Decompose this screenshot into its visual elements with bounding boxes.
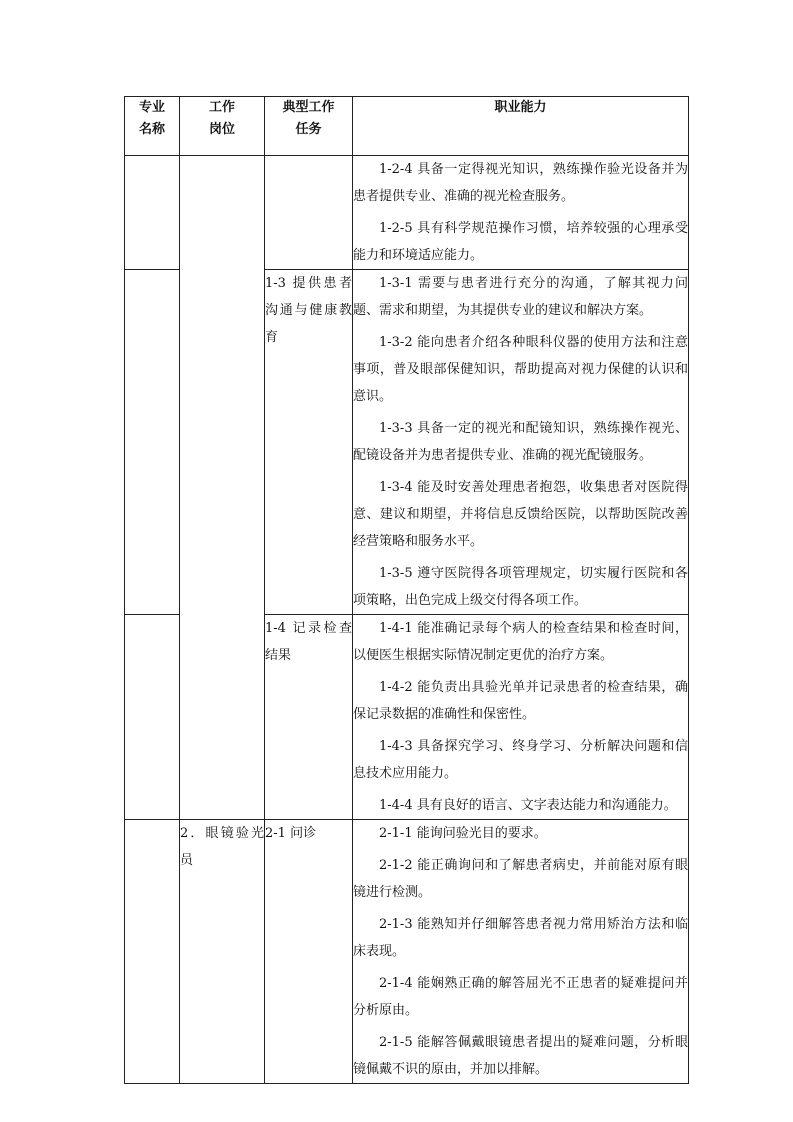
header-task — [265, 97, 353, 156]
ability-item: 1-3-4 能及时安善处理患者抱怨，收集患者对医院得意、建议和期望，并将信息反馈给医院，以帮助医院改善经营策略和服务水平。 — [353, 480, 688, 549]
table-header-row — [125, 97, 689, 156]
header-ability-label: 职业能力 — [494, 100, 547, 115]
header-ability — [353, 97, 689, 156]
table-row — [125, 820, 689, 1084]
ability-item: 1-3-2 能向患者介绍各种眼科仪器的使用方法和注意事项，普及眼部保健知识，帮助提高对视力保健的认识和意识。 — [353, 335, 688, 404]
major-cell — [125, 615, 180, 820]
ability-item: 1-4-4 具有良好的语言、文字表达能力和沟通能力。 — [379, 798, 677, 813]
ability-item: 1-4-3 具备探究学习、终身学习、分析解决问题和信息技术应用能力。 — [353, 739, 688, 781]
header-task-label: 典型工作 任务 — [282, 100, 335, 137]
ability-item: 2-1-4 能娴熟正确的解答屈光不正患者的疑难提问并分析原由。 — [353, 976, 688, 1018]
task-label: 1-4 记录检查结果 — [265, 621, 352, 663]
major-cell — [125, 270, 180, 615]
ability-item: 1-2-5 具有科学规范操作习惯，培养较强的心理承受能力和环境适应能力。 — [353, 221, 688, 263]
major-cell — [125, 820, 180, 1084]
task-label: 1-3 提供患者沟通与健康教育 — [265, 276, 352, 345]
major-cell — [125, 156, 180, 270]
table-row — [125, 156, 689, 270]
task-label: 2-1 问诊 — [265, 826, 317, 841]
job-ability-table — [124, 96, 689, 1084]
ability-cell — [353, 615, 689, 820]
task-cell — [265, 615, 353, 820]
ability-cell — [353, 156, 689, 270]
header-major-label: 专业 名称 — [138, 100, 165, 137]
ability-item: 2-1-5 能解答佩戴眼镜患者提出的疑难问题，分析眼镜佩戴不识的原由，并加以排解。 — [353, 1035, 688, 1077]
task-cell — [265, 820, 353, 1084]
post-cell — [180, 820, 265, 1084]
ability-item: 1-4-2 能负责出具验光单并记录患者的检查结果，确保记录数据的准确性和保密性。 — [353, 680, 688, 722]
task-cell — [265, 270, 353, 615]
ability-item: 1-3-3 具备一定的视光和配镜知识，熟练操作视光、配镜设备并为患者提供专业、准确的视光配镜服务。 — [353, 421, 688, 463]
ability-item: 2-1-2 能正确询问和了解患者病史，并前能对原有眼镜进行检测。 — [353, 858, 688, 900]
ability-cell — [353, 820, 689, 1084]
task-cell — [265, 156, 353, 270]
ability-item: 2-1-3 能熟知并仔细解答患者视力常用矫治方法和临床表现。 — [353, 917, 688, 959]
header-post-label: 工作 岗位 — [208, 100, 235, 137]
post-cell — [180, 156, 265, 820]
ability-cell — [353, 270, 689, 615]
ability-item: 1-3-1 需要与患者进行充分的沟通，了解其视力问题、需求和期望，为其提供专业的建议和解决方案。 — [353, 276, 688, 318]
ability-item: 1-2-4 具备一定得视光知识，熟练操作验光设备并为患者提供专业、准确的视光检查服务。 — [353, 162, 688, 204]
header-post — [180, 97, 265, 156]
post-label: 2．眼镜验光员 — [180, 826, 264, 868]
ability-item: 1-3-5 遵守医院得各项管理规定，切实履行医院和各项策略，出色完成上级交付得各项工作。 — [353, 566, 688, 608]
ability-item: 1-4-1 能准确记录每个病人的检查结果和检查时间，以便医生根据实际情况制定更优的治疗方案。 — [353, 621, 688, 663]
header-major — [125, 97, 180, 156]
ability-item: 2-1-1 能询问验光目的要求。 — [379, 826, 547, 841]
